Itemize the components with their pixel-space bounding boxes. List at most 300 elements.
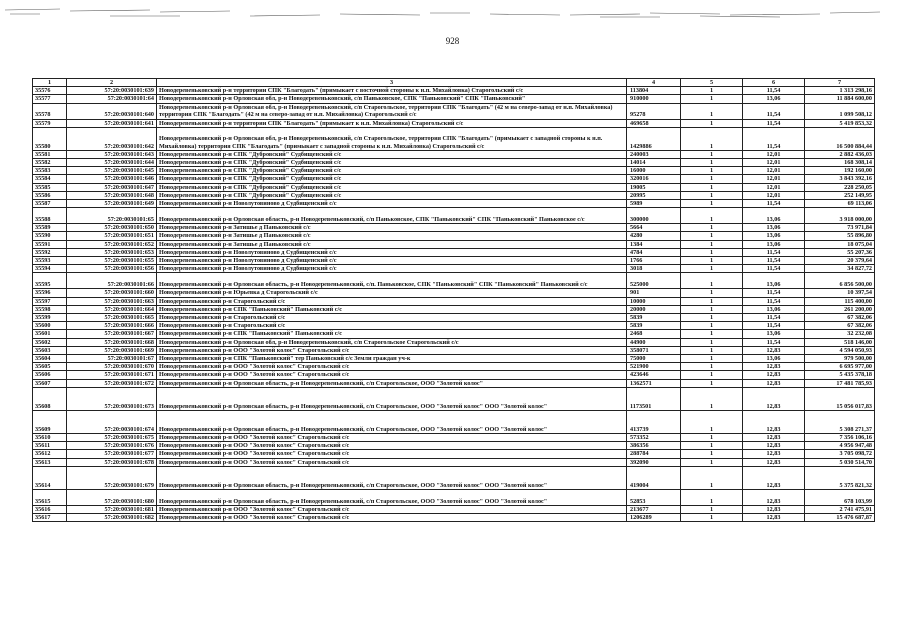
location-description: Новодеревеньковский р-н территории СПК "Благодать" (примыкает с восточной стороны к н.п. Михайловка) Старогольский с/с xyxy=(157,87,627,95)
rate-value: 13,06 xyxy=(743,224,805,232)
row-number: 35579 xyxy=(33,119,67,127)
area-value: 573352 xyxy=(627,433,681,441)
table-row xyxy=(33,379,875,387)
row-number: 35586 xyxy=(33,191,67,199)
area-value: 392090 xyxy=(627,458,681,466)
area-value: 300000 xyxy=(627,208,681,224)
cadastral-value: 1 313 298,16 xyxy=(805,87,875,95)
rate-value: 11,54 xyxy=(743,87,805,95)
table-row xyxy=(33,489,875,505)
count-value: 1 xyxy=(681,248,743,256)
cadastral-number: 57:20:0030101:656 xyxy=(67,265,157,273)
rate-value: 11,54 xyxy=(743,289,805,297)
rate-value: 12,83 xyxy=(743,450,805,458)
cadastral-value: 15 476 687,87 xyxy=(805,513,875,521)
location-description: Новодеревеньковский р-н ООО "Золотой колос" Старогольский с/с xyxy=(157,363,627,371)
table-row xyxy=(33,289,875,297)
count-value: 1 xyxy=(681,297,743,305)
row-number: 35589 xyxy=(33,224,67,232)
row-number: 35615 xyxy=(33,489,67,505)
area-value: 52853 xyxy=(627,489,681,505)
count-value: 1 xyxy=(681,87,743,95)
column-header: 5 xyxy=(681,79,743,87)
row-number: 35583 xyxy=(33,167,67,175)
cadastral-number: 57:20:0030101:673 xyxy=(67,387,157,410)
location-description: Новодеревеньковский р-н Орловская область, р-н Новодеревеньковский, с/п Старогольское, ООО "Золотой колос" ООО "Золотой колос" xyxy=(157,489,627,505)
cadastral-value: 115 400,00 xyxy=(805,297,875,305)
rate-value: 12,83 xyxy=(743,433,805,441)
cadastral-value: 2 741 475,91 xyxy=(805,505,875,513)
page-number: 928 xyxy=(445,36,460,46)
rate-value: 13,06 xyxy=(743,208,805,224)
cadastral-number: 57:20:0030101:639 xyxy=(67,87,157,95)
row-number: 35582 xyxy=(33,159,67,167)
area-value: 19005 xyxy=(627,183,681,191)
location-description: Новодеревеньковский р-н ООО "Золотой колос" Старогольский с/с xyxy=(157,442,627,450)
area-value: 1384 xyxy=(627,240,681,248)
count-value: 1 xyxy=(681,314,743,322)
table-row xyxy=(33,513,875,521)
area-value: 5839 xyxy=(627,314,681,322)
cadastral-number: 57:20:0030101:64 xyxy=(67,95,157,103)
row-number: 35614 xyxy=(33,466,67,489)
row-number: 35596 xyxy=(33,289,67,297)
cadastral-number: 57:20:0030101:676 xyxy=(67,442,157,450)
cadastral-value: 979 500,00 xyxy=(805,355,875,363)
area-value: 240003 xyxy=(627,150,681,158)
cadastral-number: 57:20:0030101:648 xyxy=(67,191,157,199)
column-header: 4 xyxy=(627,79,681,87)
cadastral-number: 57:20:0030101:680 xyxy=(67,489,157,505)
area-value: 1362571 xyxy=(627,379,681,387)
cadastral-value: 228 250,05 xyxy=(805,183,875,191)
table-row xyxy=(33,410,875,433)
cadastral-number: 57:20:0030101:681 xyxy=(67,505,157,513)
area-value: 5839 xyxy=(627,322,681,330)
location-description: Новодеревеньковский р-н ООО "Золотой колос" Старогольский с/с xyxy=(157,346,627,354)
location-description: Новодеревеньковский р-н Новолутовиново д Судбищенский с/с xyxy=(157,257,627,265)
table-row xyxy=(33,175,875,183)
cadastral-value: 252 149,95 xyxy=(805,191,875,199)
row-number: 35580 xyxy=(33,127,67,150)
rate-value: 11,54 xyxy=(743,200,805,208)
count-value: 1 xyxy=(681,346,743,354)
count-value: 1 xyxy=(681,208,743,224)
area-value: 469658 xyxy=(627,119,681,127)
location-description: Новодеревеньковский р-н СПК "Дубровский" Судбищенский с/с xyxy=(157,191,627,199)
count-value: 1 xyxy=(681,289,743,297)
column-header: 1 xyxy=(33,79,67,87)
area-value: 213677 xyxy=(627,505,681,513)
cadastral-number: 57:20:0030101:664 xyxy=(67,305,157,313)
location-description: Новодеревеньковский р-н Затишье д Паньковский с/с xyxy=(157,224,627,232)
row-number: 35602 xyxy=(33,338,67,346)
cadastral-value: 20 379,64 xyxy=(805,257,875,265)
cadastral-number: 57:20:0030101:649 xyxy=(67,200,157,208)
area-value: 2468 xyxy=(627,330,681,338)
cadastral-number: 57:20:0030101:646 xyxy=(67,175,157,183)
rate-value: 12,01 xyxy=(743,191,805,199)
area-value: 44900 xyxy=(627,338,681,346)
rate-value: 12,01 xyxy=(743,167,805,175)
count-value: 1 xyxy=(681,338,743,346)
rate-value: 12,83 xyxy=(743,346,805,354)
area-value: 95278 xyxy=(627,103,681,119)
location-description: Новодеревеньковский р-н СПК "Паньковский" тер Паньковский с/с Земли граждан уч-к xyxy=(157,355,627,363)
column-header: 3 xyxy=(157,79,627,87)
area-value: 419004 xyxy=(627,466,681,489)
cadastral-value: 4 956 947,48 xyxy=(805,442,875,450)
rate-value: 11,54 xyxy=(743,103,805,119)
table-row xyxy=(33,433,875,441)
row-number: 35581 xyxy=(33,150,67,158)
area-value: 910000 xyxy=(627,95,681,103)
cadastral-value: 5 375 821,32 xyxy=(805,466,875,489)
rate-value: 12,83 xyxy=(743,466,805,489)
table-row xyxy=(33,159,875,167)
table-row xyxy=(33,183,875,191)
row-number: 35593 xyxy=(33,257,67,265)
cadastral-number: 57:20:0030101:660 xyxy=(67,289,157,297)
table-row xyxy=(33,363,875,371)
count-value: 1 xyxy=(681,355,743,363)
table-row xyxy=(33,265,875,273)
row-number: 35600 xyxy=(33,322,67,330)
cadastral-number: 57:20:0030101:640 xyxy=(67,103,157,119)
count-value: 1 xyxy=(681,127,743,150)
cadastral-number: 57:20:0030101:679 xyxy=(67,466,157,489)
cadastral-value: 73 971,84 xyxy=(805,224,875,232)
cadastral-value: 34 827,72 xyxy=(805,265,875,273)
cadastral-value: 518 146,00 xyxy=(805,338,875,346)
header-row xyxy=(33,79,875,87)
table-row xyxy=(33,297,875,305)
column-header: 2 xyxy=(67,79,157,87)
area-value: 320016 xyxy=(627,175,681,183)
row-number: 35599 xyxy=(33,314,67,322)
rate-value: 12,83 xyxy=(743,458,805,466)
count-value: 1 xyxy=(681,363,743,371)
location-description: Новодеревеньковский р-н ООО "Золотой колос" Старогольский с/с xyxy=(157,513,627,521)
row-number: 35576 xyxy=(33,87,67,95)
row-number: 35613 xyxy=(33,458,67,466)
row-number: 35584 xyxy=(33,175,67,183)
count-value: 1 xyxy=(681,450,743,458)
table-row xyxy=(33,150,875,158)
area-value: 10000 xyxy=(627,297,681,305)
rate-value: 12,83 xyxy=(743,505,805,513)
count-value: 1 xyxy=(681,433,743,441)
rate-value: 11,54 xyxy=(743,314,805,322)
location-description: Новодеревеньковский р-н Старогольский с/с xyxy=(157,297,627,305)
table-row xyxy=(33,505,875,513)
location-description: Новодеревеньковский р-н Новолутовиново д Судбищенский с/с xyxy=(157,200,627,208)
table-row xyxy=(33,224,875,232)
column-header: 6 xyxy=(743,79,805,87)
count-value: 1 xyxy=(681,175,743,183)
cadastral-number: 57:20:0030101:675 xyxy=(67,433,157,441)
cadastral-value: 18 075,04 xyxy=(805,240,875,248)
location-description: Новодеревеньковский р-н СПК "Дубровский" Судбищенский с/с xyxy=(157,183,627,191)
table-row xyxy=(33,119,875,127)
rate-value: 13,06 xyxy=(743,95,805,103)
cadastral-value: 6 856 500,00 xyxy=(805,273,875,289)
location-description: Новодеревеньковский р-н Затишье д Паньковский с/с xyxy=(157,232,627,240)
cadastral-number: 57:20:0030101:650 xyxy=(67,224,157,232)
cadastral-number: 57:20:0030101:651 xyxy=(67,232,157,240)
row-number: 35585 xyxy=(33,183,67,191)
cadastral-value: 10 397,54 xyxy=(805,289,875,297)
cadastral-number: 57:20:0030101:647 xyxy=(67,183,157,191)
row-number: 35597 xyxy=(33,297,67,305)
row-number: 35611 xyxy=(33,442,67,450)
cadastral-value: 1 099 508,12 xyxy=(805,103,875,119)
rate-value: 12,01 xyxy=(743,175,805,183)
area-value: 521900 xyxy=(627,363,681,371)
row-number: 35604 xyxy=(33,355,67,363)
row-number: 35605 xyxy=(33,363,67,371)
rate-value: 11,54 xyxy=(743,119,805,127)
rate-value: 11,54 xyxy=(743,322,805,330)
table-row xyxy=(33,458,875,466)
rate-value: 12,01 xyxy=(743,183,805,191)
table-row xyxy=(33,87,875,95)
count-value: 1 xyxy=(681,330,743,338)
table-row xyxy=(33,338,875,346)
table-row xyxy=(33,322,875,330)
count-value: 1 xyxy=(681,489,743,505)
area-value: 4280 xyxy=(627,232,681,240)
rate-value: 13,06 xyxy=(743,240,805,248)
cadastral-value: 32 232,08 xyxy=(805,330,875,338)
cadastral-value: 3 705 098,72 xyxy=(805,450,875,458)
cadastral-number: 57:20:0030101:642 xyxy=(67,127,157,150)
count-value: 1 xyxy=(681,371,743,379)
cadastral-number: 57:20:0030101:655 xyxy=(67,257,157,265)
location-description: Новодеревеньковский р-н Орловская область, р-н Новодеревеньковский, с/п Старогольское, ООО "Золотой колос" ООО "Золотой колос" xyxy=(157,466,627,489)
rate-value: 13,06 xyxy=(743,232,805,240)
count-value: 1 xyxy=(681,442,743,450)
rate-value: 11,54 xyxy=(743,127,805,150)
area-value: 358071 xyxy=(627,346,681,354)
area-value: 901 xyxy=(627,289,681,297)
row-number: 35601 xyxy=(33,330,67,338)
location-description: Новодеревеньковский р-н СПК "Дубровский" Судбищенский с/с xyxy=(157,175,627,183)
area-value: 288784 xyxy=(627,450,681,458)
location-description: Новодеревеньковский р-н Затишье д Паньковский с/с xyxy=(157,240,627,248)
count-value: 1 xyxy=(681,103,743,119)
cadastral-value: 17 481 785,93 xyxy=(805,379,875,387)
rate-value: 12,83 xyxy=(743,489,805,505)
count-value: 1 xyxy=(681,150,743,158)
count-value: 1 xyxy=(681,119,743,127)
location-description: Новодеревеньковский р-н Орловская область, р-н Новодеревеньковский, с/п Старогольское, ООО "Золотой колос" ООО "Золотой колос" xyxy=(157,387,627,410)
cadastral-value: 5 419 853,32 xyxy=(805,119,875,127)
table-row xyxy=(33,95,875,103)
location-description: Новодеревеньковский р-н Старогольский с/с xyxy=(157,322,627,330)
rate-value: 12,83 xyxy=(743,410,805,433)
table-row xyxy=(33,466,875,489)
cadastral-number: 57:20:0030101:665 xyxy=(67,314,157,322)
location-description: Новодеревеньковский р-н Орловская область, р-н Новодеревеньковский, с/п Старогольское, ООО "Золотой колос" ООО "Золотой колос" xyxy=(157,410,627,433)
table-row xyxy=(33,387,875,410)
table-row xyxy=(33,232,875,240)
rate-value: 13,06 xyxy=(743,355,805,363)
rate-value: 12,83 xyxy=(743,379,805,387)
area-value: 1766 xyxy=(627,257,681,265)
table-row xyxy=(33,273,875,289)
area-value: 14014 xyxy=(627,159,681,167)
rate-value: 12,01 xyxy=(743,150,805,158)
cadastral-number: 57:20:0030101:663 xyxy=(67,297,157,305)
count-value: 1 xyxy=(681,379,743,387)
cadastral-table xyxy=(32,78,875,522)
column-header: 7 xyxy=(805,79,875,87)
location-description: Новодеревеньковский р-н Орловская область, р-н Новодеревеньковский, с/п Паньковское, СПК "Паньковский" СПК "Паньковский" Паньковское с/с xyxy=(157,208,627,224)
table-row xyxy=(33,450,875,458)
row-number: 35608 xyxy=(33,387,67,410)
location-description: Новодеревеньковский р-н Орловская обл, р-н Новодеревеньковский, с/п Паньковское, СПК "Паньковский" СПК "Паньковский" xyxy=(157,95,627,103)
table-row xyxy=(33,191,875,199)
area-value: 113804 xyxy=(627,87,681,95)
rate-value: 12,83 xyxy=(743,513,805,521)
table-row xyxy=(33,208,875,224)
table-row xyxy=(33,305,875,313)
cadastral-number: 57:20:0030101:666 xyxy=(67,322,157,330)
count-value: 1 xyxy=(681,322,743,330)
row-number: 35591 xyxy=(33,240,67,248)
location-description: Новодеревеньковский р-н ООО "Золотой колос" Старогольский с/с xyxy=(157,433,627,441)
area-value: 16000 xyxy=(627,167,681,175)
area-value: 20995 xyxy=(627,191,681,199)
cadastral-number: 57:20:0030101:678 xyxy=(67,458,157,466)
table-row xyxy=(33,346,875,354)
cadastral-number: 57:20:0030101:671 xyxy=(67,371,157,379)
scan-header-noise xyxy=(0,0,905,30)
cadastral-number: 57:20:0030101:669 xyxy=(67,346,157,354)
row-number: 35577 xyxy=(33,95,67,103)
row-number: 35610 xyxy=(33,433,67,441)
table-row xyxy=(33,127,875,150)
location-description: Новодеревеньковский р-н Орловская обл, р-н Новодеревеньковский, с/п Старогольское Старогольский с/с xyxy=(157,338,627,346)
cadastral-value: 11 884 600,00 xyxy=(805,95,875,103)
table-row xyxy=(33,330,875,338)
cadastral-number: 57:20:0030101:66 xyxy=(67,273,157,289)
row-number: 35598 xyxy=(33,305,67,313)
cadastral-value: 678 103,99 xyxy=(805,489,875,505)
area-value: 20000 xyxy=(627,305,681,313)
cadastral-number: 57:20:0030101:641 xyxy=(67,119,157,127)
cadastral-value: 5 308 271,37 xyxy=(805,410,875,433)
count-value: 1 xyxy=(681,191,743,199)
cadastral-value: 67 382,06 xyxy=(805,322,875,330)
location-description: Новодеревеньковский р-н территории СПК "Благодать" (примыкает к н.п. Михайловка) Старогольский с/с xyxy=(157,119,627,127)
rate-value: 13,06 xyxy=(743,330,805,338)
area-value: 525000 xyxy=(627,273,681,289)
table-row xyxy=(33,103,875,119)
location-description: Новодеревеньковский р-н ООО "Золотой колос" Старогольский с/с xyxy=(157,450,627,458)
cadastral-value: 261 200,00 xyxy=(805,305,875,313)
cadastral-number: 57:20:0030101:668 xyxy=(67,338,157,346)
cadastral-value: 2 882 436,03 xyxy=(805,150,875,158)
count-value: 1 xyxy=(681,95,743,103)
count-value: 1 xyxy=(681,200,743,208)
cadastral-value: 4 594 050,93 xyxy=(805,346,875,354)
location-description: Новодеревеньковский р-н Орловская область, р-н Новодеревеньковский, с/п. Паньковское, СПК "Паньковский" СПК "Паньковский" Паньковский с/с xyxy=(157,273,627,289)
rate-value: 12,83 xyxy=(743,363,805,371)
location-description: Новодеревеньковский р-н Орловская область, р-н Новодеревеньковский, с/п Старогольское, ООО "Золотой колос" xyxy=(157,379,627,387)
cadastral-number: 57:20:0030101:677 xyxy=(67,450,157,458)
row-number: 35612 xyxy=(33,450,67,458)
cadastral-number: 57:20:0030101:670 xyxy=(67,363,157,371)
row-number: 35617 xyxy=(33,513,67,521)
location-description: Новодеревеньковский р-н ООО "Золотой колос" Старогольский с/с xyxy=(157,505,627,513)
table-row xyxy=(33,200,875,208)
rate-value: 12,01 xyxy=(743,159,805,167)
location-description: Новодеревеньковский р-н Новолутовиново д Судбищенский с/с xyxy=(157,248,627,256)
count-value: 1 xyxy=(681,257,743,265)
count-value: 1 xyxy=(681,224,743,232)
cadastral-number: 57:20:0030101:644 xyxy=(67,159,157,167)
count-value: 1 xyxy=(681,183,743,191)
count-value: 1 xyxy=(681,466,743,489)
location-description: Новодеревеньковский р-н Новолутовиново д Судбищенский с/с xyxy=(157,265,627,273)
row-number: 35616 xyxy=(33,505,67,513)
count-value: 1 xyxy=(681,410,743,433)
rate-value: 13,06 xyxy=(743,273,805,289)
cadastral-value: 69 113,06 xyxy=(805,200,875,208)
count-value: 1 xyxy=(681,505,743,513)
cadastral-number: 57:20:0030101:674 xyxy=(67,410,157,433)
rate-value: 12,83 xyxy=(743,371,805,379)
cadastral-value: 168 308,14 xyxy=(805,159,875,167)
cadastral-number: 57:20:0030101:682 xyxy=(67,513,157,521)
area-value: 423646 xyxy=(627,371,681,379)
area-value: 5664 xyxy=(627,224,681,232)
table-row xyxy=(33,257,875,265)
table-row xyxy=(33,355,875,363)
count-value: 1 xyxy=(681,513,743,521)
cadastral-value: 7 356 106,16 xyxy=(805,433,875,441)
cadastral-number: 57:20:0030101:645 xyxy=(67,167,157,175)
rate-value: 11,54 xyxy=(743,297,805,305)
table-body xyxy=(33,87,875,522)
count-value: 1 xyxy=(681,387,743,410)
row-number: 35603 xyxy=(33,346,67,354)
cadastral-value: 3 843 392,16 xyxy=(805,175,875,183)
area-value: 413739 xyxy=(627,410,681,433)
area-value: 5989 xyxy=(627,200,681,208)
cadastral-number: 57:20:0030101:672 xyxy=(67,379,157,387)
count-value: 1 xyxy=(681,240,743,248)
rate-value: 12,83 xyxy=(743,442,805,450)
table-row xyxy=(33,167,875,175)
rate-value: 11,54 xyxy=(743,338,805,346)
area-value: 1173501 xyxy=(627,387,681,410)
rate-value: 13,06 xyxy=(743,305,805,313)
area-value: 1206289 xyxy=(627,513,681,521)
area-value: 1429886 xyxy=(627,127,681,150)
location-description: Новодеревеньковский р-н Юрьевка д Старогольский с/с xyxy=(157,289,627,297)
location-description: Новодеревеньковский р-н СПК "Паньковский" Паньковский с/с xyxy=(157,330,627,338)
rate-value: 11,54 xyxy=(743,265,805,273)
cadastral-value: 55 207,36 xyxy=(805,248,875,256)
cadastral-value: 5 435 378,18 xyxy=(805,371,875,379)
cadastral-value: 67 382,06 xyxy=(805,314,875,322)
area-value: 3018 xyxy=(627,265,681,273)
rate-value: 11,54 xyxy=(743,257,805,265)
row-number: 35590 xyxy=(33,232,67,240)
